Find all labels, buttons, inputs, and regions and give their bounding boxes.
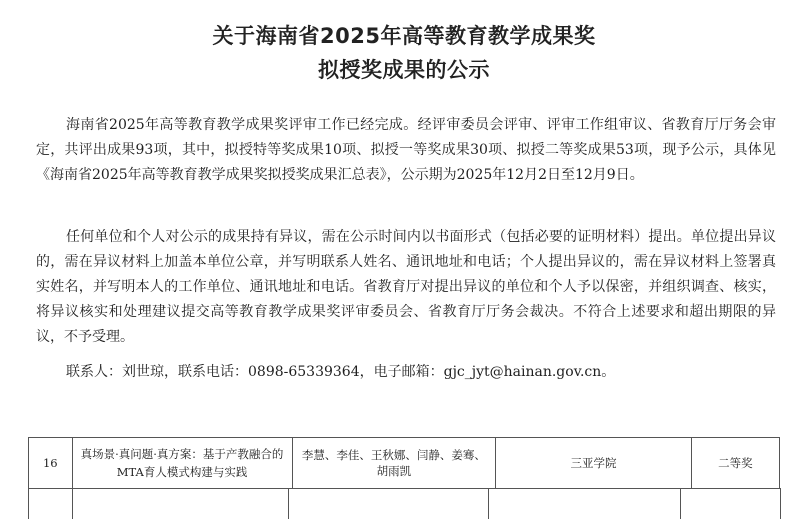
announcement-paragraph-1: 海南省2025年高等教育教学成果奖评审工作已经完成。经评审委员会评审、评审工作组审议、省教育厅厅务会审定，共评出成果93项，其中，拟授特等奖成果10项、拟授一等奖成果30项、拟授二等奖成果53项，现予公示，具体见《海南省2025年高等教育教学成果奖拟授奖成果汇总表》，公示期为2025年12月2日至12月9日。 [36, 117, 776, 183]
page-title-line1: 关于海南省2025年高等教育教学成果奖 [212, 24, 596, 48]
project-members: 李慧、李佳、王秋娜、闫静、姜骞、胡雨凯 [292, 438, 496, 489]
table-row [29, 438, 780, 489]
table-divider [72, 488, 73, 519]
award-table [28, 437, 780, 489]
project-title-line2: MTA育人模式构建与实践 [116, 465, 248, 479]
table-continuation [28, 488, 781, 519]
contact-info: 联系人：刘世琼，联系电话：0898-65339364，电子邮箱：gjc_jyt@hainan.gov.cn。 [66, 364, 616, 380]
announcement-paragraph-2: 任何单位和个人对公示的成果持有异议，需在公示时间内以书面形式（包括必要的证明材料）提出。单位提出异议的，需在异议材料上加盖本单位公章，并写明联系人姓名、通讯地址和电话；个人提出异议的，需在异议材料上签署真实姓名，并写明本人的工作单位、通讯地址和电话。省教育厅对提出异议的单位和个人予以保密，并组织调查、核实，将异议核实和处理建议提交高等教育教学成果奖评审委员会、省教育厅厅务会裁决。不符合上述要求和超出期限的异议，不予受理。 [36, 229, 776, 345]
project-title [72, 438, 292, 489]
table-divider [488, 488, 489, 519]
award-level: 二等奖 [691, 438, 779, 489]
page-title-line2: 拟授奖成果的公示 [318, 58, 490, 82]
table-divider [288, 488, 289, 519]
project-unit: 三亚学院 [496, 438, 692, 489]
row-number: 16 [29, 438, 73, 489]
project-title-line1: 真场景·真问题·真方案：基于产教融合的 [80, 447, 284, 461]
table-divider [680, 488, 681, 519]
